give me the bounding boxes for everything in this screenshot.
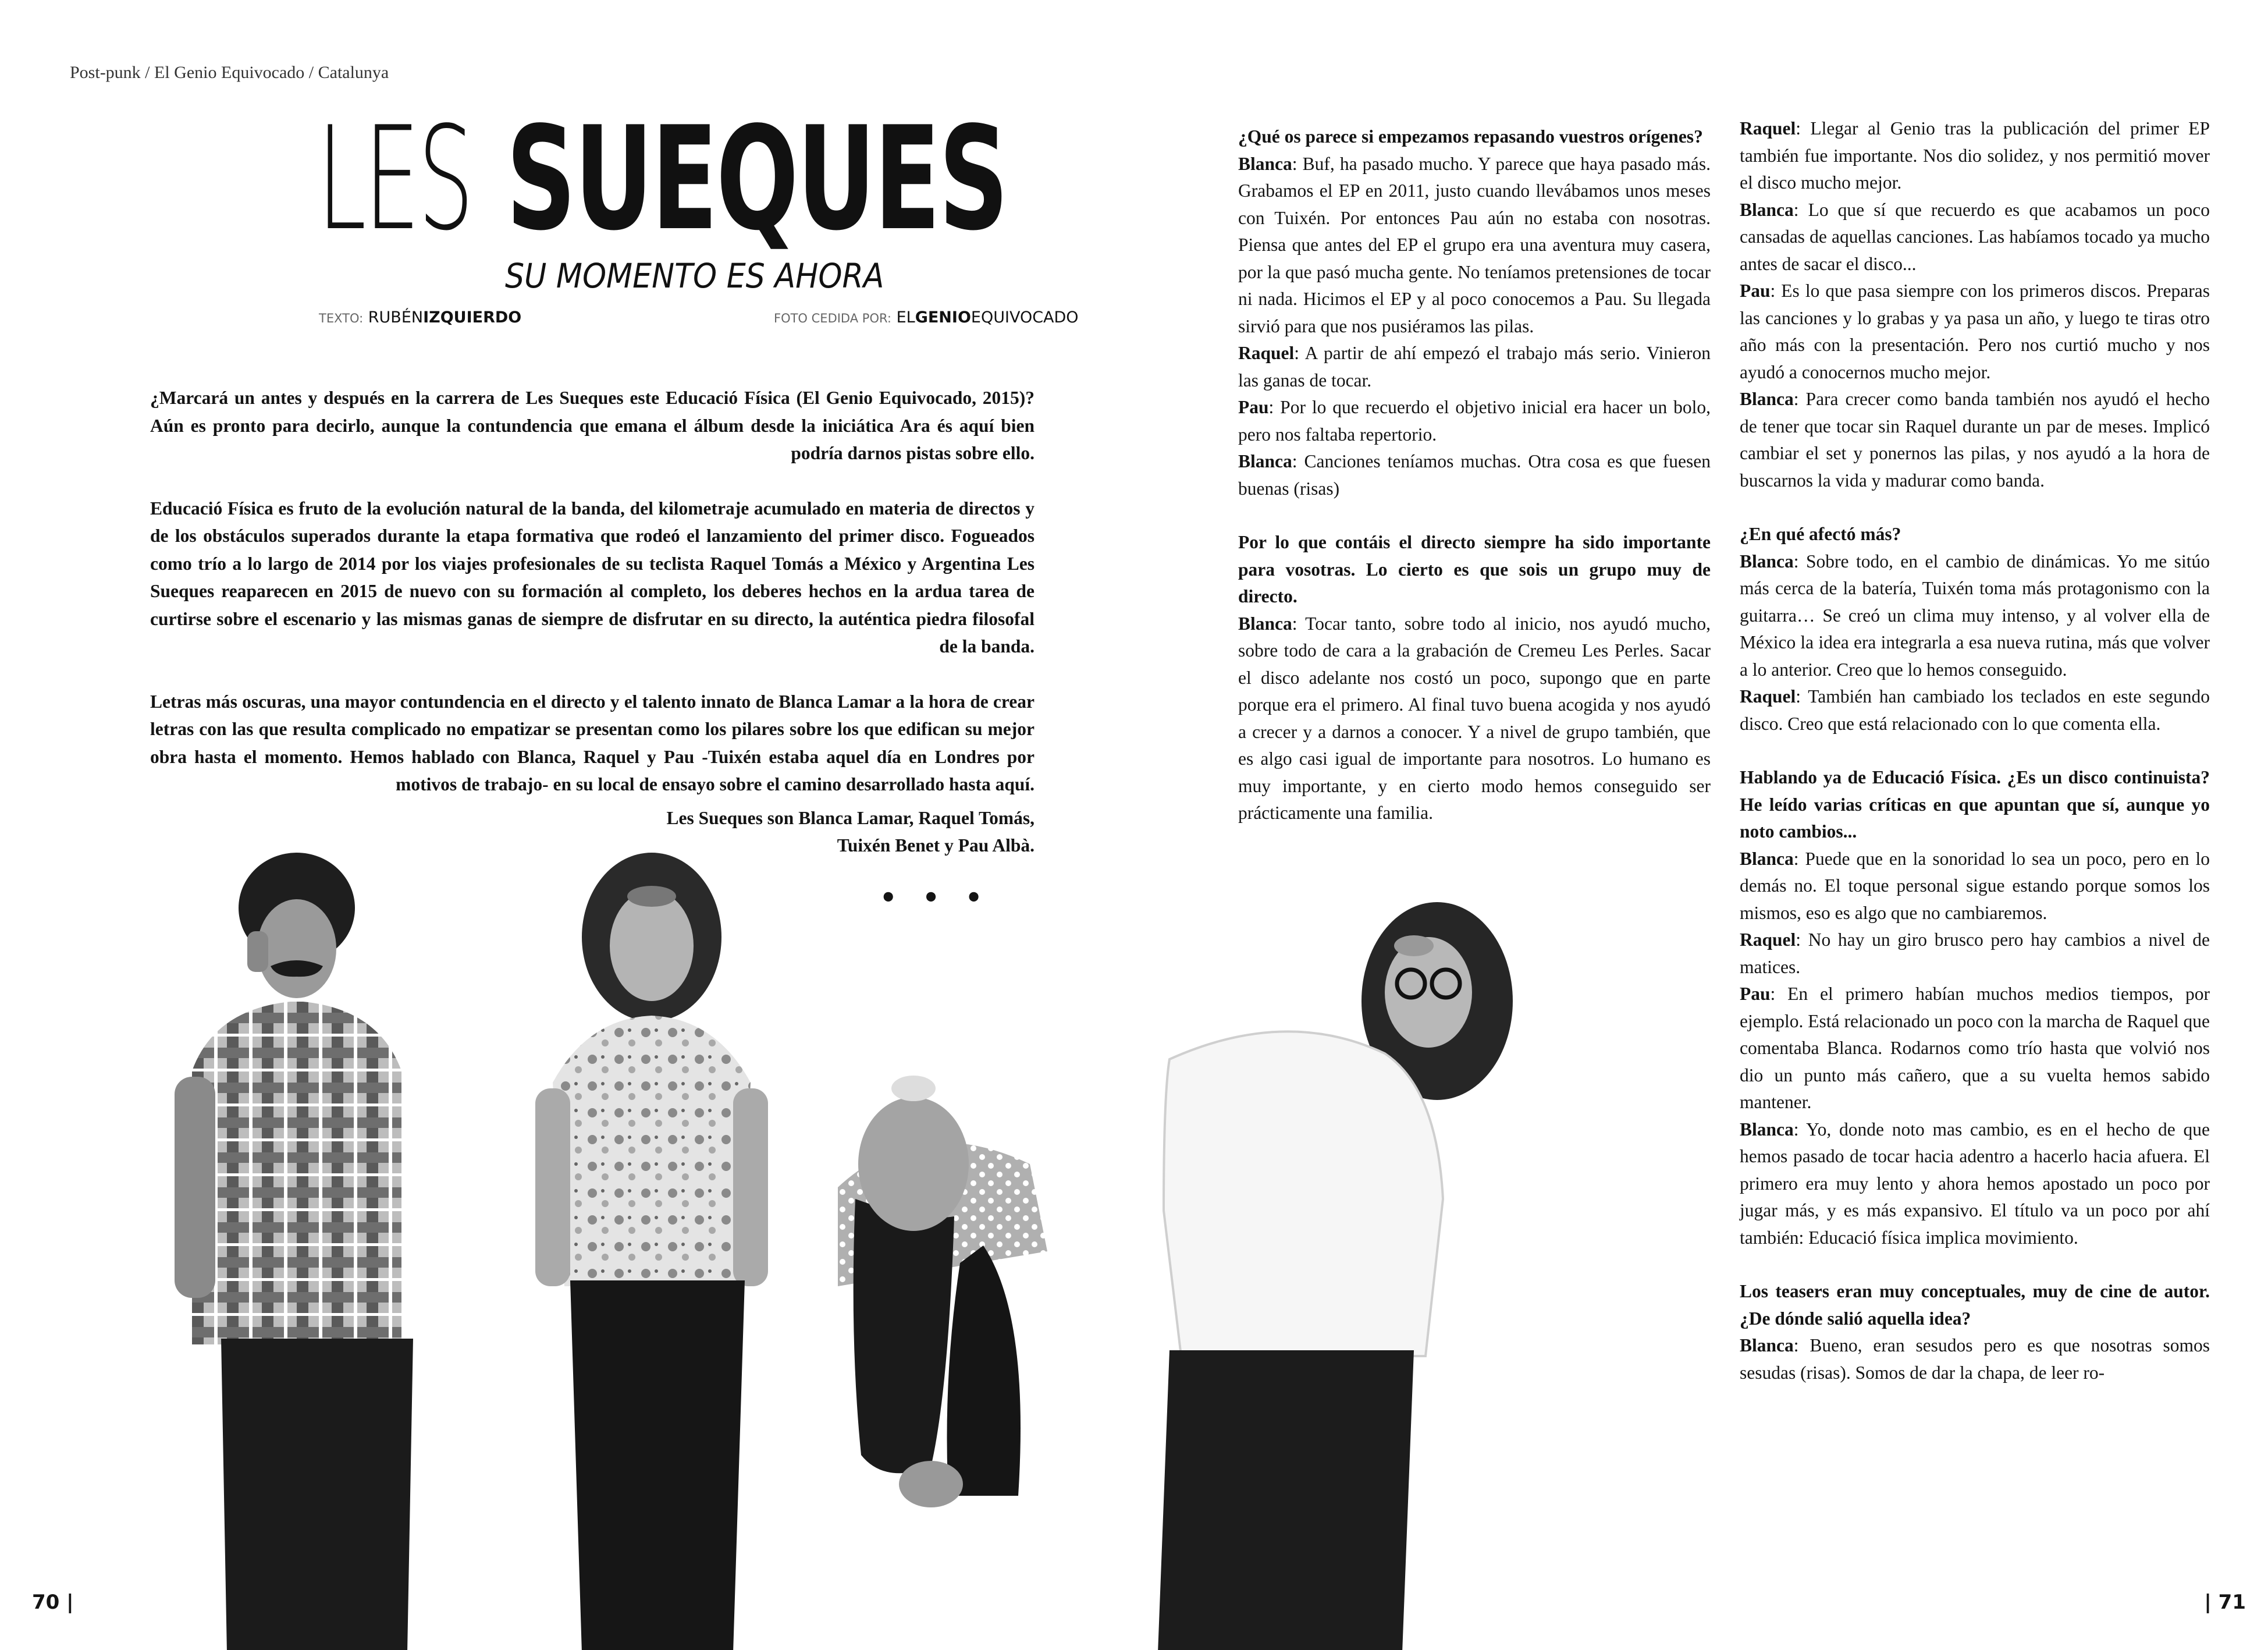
- speaker-name: Blanca: [1238, 613, 1292, 634]
- answer-text: : Buf, ha pasado mucho. Y parece que haya pasado más. Grabamos el EP en 2011, justo cuando llevábamos unos meses con Tuixén. Por entonces Pau aún no estaba con nosotras. Piensa que antes del EP el grupo era una aventura muy casera, por la que pasó mucha gente. No teníamos pretensiones de tocar ni nada. Hicimos el EP y al poco conocemos a Pau. Su llegada sirvió para que nos pusiéramos las pilas.: [1238, 153, 1711, 336]
- interview-answer: [1740, 981, 2210, 1116]
- interview-question: Los teasers eran muy conceptuales, muy de cine de autor. ¿De dónde salió aquella idea?: [1740, 1281, 2210, 1329]
- paragraph-gap: [1238, 502, 1711, 529]
- interview-answer: [1238, 340, 1711, 394]
- intro-paragraph: Letras más oscuras, una mayor contundencia en el directo y el talento innato de Blanca Lamar a la hora de crear letras con las que resulta complicado no empatizar se presentan como los pilares sobre los que edifican su mejor obra hasta el momento. Hemos hablado con Blanca, Raquel y Pau -Tuixén estaba aquel día en Londres por motivos de trabajo- en su local de ensayo sobre el camino desarrollado hasta aquí.: [150, 691, 1035, 794]
- answer-text: : Puede que en la sonoridad lo sea un poco, pero en lo demás no. El toque personal sigue estando porque somos los mismos, eso es algo que no cambiaremos.: [1740, 848, 2210, 923]
- interview-answer: [1740, 386, 2210, 494]
- interview-answer: [1740, 548, 2210, 684]
- speaker-name: Blanca: [1740, 1119, 1794, 1140]
- intro-paragraph: ¿Marcará un antes y después en la carrera de Les Sueques este Educació Física (El Genio Equivocado, 2015)? Aún es pronto para decirlo, aunque la contundencia que emana el álbum desde la iniciática Ara és aquí bien podría darnos pistas sobre ello.: [150, 388, 1035, 463]
- speaker-name: Blanca: [1238, 451, 1292, 471]
- page-number-left: 70 |: [32, 1591, 74, 1614]
- speaker-name: Raquel: [1740, 686, 1796, 707]
- speaker-name: Pau: [1740, 281, 1771, 301]
- photo-credit-3: EQUIVOCADO: [971, 308, 1079, 327]
- speaker-name: Blanca: [1740, 551, 1794, 572]
- answer-text: : En el primero habían muchos medios tiempos, por ejemplo. Está relacionado un poco con la marcha de Raquel que comentaba Blanca. Rodarnos como trío hasta que volvió nos dio un punto más cañero, que a su vuelta hemos sabido mantener.: [1740, 984, 2210, 1112]
- answer-text: : Bueno, eran sesudos pero es que nosotras somos sesudas (risas). Somos de dar la chapa, de leer ro-: [1740, 1335, 2210, 1383]
- answer-text: : Sobre todo, en el cambio de dinámicas. Yo me sitúo más cerca de la batería, Tuixén toma más protagonismo con la guitarra… Se creó un clima muy intenso, y al volver ella de México la idea era integrarla a esa nueva rutina, más que volver a lo anterior. Creo que lo hemos conseguido.: [1740, 551, 2210, 680]
- page-number-right: | 71: [2204, 1591, 2246, 1614]
- section-dots: • • •: [880, 882, 991, 913]
- subtitle: SU MOMENTO ES AHORA: [505, 256, 884, 296]
- interview-answer: [1238, 611, 1711, 827]
- person-tuixen: [1158, 902, 1513, 1650]
- interview-column-1: [1238, 123, 1711, 827]
- speaker-name: Raquel: [1740, 118, 1796, 139]
- interview-question: Por lo que contáis el directo siempre ha sido importante para vosotras. Lo cierto es que sois un grupo muy de directo.: [1238, 532, 1711, 606]
- person-raquel: [535, 853, 768, 1650]
- intro: [150, 384, 1035, 860]
- speaker-name: Blanca: [1740, 199, 1794, 220]
- interview-answer: [1238, 394, 1711, 448]
- intro-lineup: Les Sueques son Blanca Lamar, Raquel Tomás, Tuixén Benet y Pau Albà.: [666, 807, 1035, 856]
- photo-credit: [774, 308, 1079, 327]
- answer-text: : Canciones teníamos muchas. Otra cosa es que fuesen buenas (risas): [1238, 451, 1711, 499]
- answer-text: : Yo, donde noto mas cambio, es en el hecho de que hemos pasado de tocar hacia adentro a hacerlo hacia afuera. El primero era muy lento y ahora hemos apostado un poco por jugar más, y es más expansivo. El título va un poco por ahí también: Educació física implica movimiento.: [1740, 1119, 2210, 1248]
- speaker-name: Blanca: [1740, 848, 1794, 869]
- interview-answer: [1740, 1332, 2210, 1386]
- answer-text: : Es lo que pasa siempre con los primeros discos. Preparas las canciones y lo grabas y ya pasa un año, y luego te tiras otro año más con la presentación. Pero nos curtió mucho y nos ayudó a conocernos mucho mejor.: [1740, 281, 2210, 382]
- paragraph-gap: [1740, 737, 2210, 764]
- answer-text: : Lo que sí que recuerdo es que acabamos un poco cansadas de aquellas canciones. Las habíamos tocado ya mucho antes de sacar el disco...: [1740, 199, 2210, 274]
- interview-answer: [1238, 448, 1711, 502]
- paragraph-gap: [1740, 494, 2210, 521]
- speaker-name: Raquel: [1238, 343, 1295, 363]
- photo-label: FOTO CEDIDA POR:: [774, 311, 891, 325]
- interview-column-2: [1740, 115, 2210, 1386]
- text-label: TEXTO:: [319, 311, 364, 325]
- title-light: LES: [317, 96, 472, 262]
- interview-question: ¿Qué os parece si empezamos repasando vuestros orígenes?: [1238, 126, 1703, 147]
- interview-answer: [1740, 1116, 2210, 1252]
- interview-answer: [1238, 151, 1711, 340]
- author-last: IZQUIERDO: [423, 308, 522, 327]
- speaker-name: Pau: [1740, 984, 1771, 1004]
- answer-text: : Llegar al Genio tras la publicación del primer EP también fue importante. Nos dio solidez, y nos permitió mover el disco mucho mejor.: [1740, 118, 2210, 193]
- answer-text: : Para crecer como banda también nos ayudó el hecho de tener que tocar sin Raquel durante un par de meses. Implicó cambiar el set y ponernos las pilas, y nos ayudó a la hora de buscarnos la vida y madurar como banda.: [1740, 389, 2210, 491]
- interview-answer: [1740, 846, 2210, 927]
- person-pau: [175, 853, 413, 1650]
- speaker-name: Blanca: [1238, 153, 1292, 174]
- person-blanca: [838, 1076, 1047, 1507]
- interview-answer: [1740, 115, 2210, 197]
- answer-text: : También han cambiado los teclados en este segundo disco. Creo que está relacionado con lo que comenta ella.: [1740, 686, 2210, 734]
- photo-credit-2: GENIO: [915, 308, 971, 327]
- speaker-name: Pau: [1238, 397, 1269, 417]
- speaker-name: Blanca: [1740, 1335, 1794, 1356]
- photo-credit-1: EL: [896, 308, 915, 327]
- answer-text: : Por lo que recuerdo el objetivo inicial era hacer un bolo, pero nos faltaba repertorio.: [1238, 397, 1711, 445]
- speaker-name: Raquel: [1740, 929, 1796, 950]
- interview-question: ¿En qué afectó más?: [1740, 524, 1901, 544]
- band-photo: [157, 838, 1577, 1650]
- answer-text: : No hay un giro brusco pero hay cambios a nivel de matices.: [1740, 929, 2210, 977]
- breadcrumb: Post-punk / El Genio Equivocado / Catalunya: [70, 63, 389, 82]
- speaker-name: Blanca: [1740, 389, 1794, 409]
- answer-text: : A partir de ahí empezó el trabajo más serio. Vinieron las ganas de tocar.: [1238, 343, 1711, 391]
- interview-answer: [1740, 927, 2210, 981]
- answer-text: : Tocar tanto, sobre todo al inicio, nos ayudó mucho, sobre todo de cara a la grabación de Cremeu Les Perles. Sacar el disco adelante nos costó un poco, supongo que en parte porque era el primero. Al final tuvo buena acogida y nos ayudó a crecer y a darnos a conocer. Y a nivel de grupo también, que es algo casi igual de importante para nosotros. Lo humano es muy importante, y en cierto modo hemos conseguido ser prácticamente una familia.: [1238, 613, 1711, 823]
- interview-question: Hablando ya de Educació Física. ¿Es un disco continuista? He leído varias críticas en que apuntan que sí, aunque yo noto cambios...: [1740, 767, 2210, 842]
- interview-answer: [1740, 197, 2210, 278]
- interview-answer: [1740, 278, 2210, 386]
- interview-answer: [1740, 683, 2210, 737]
- intro-paragraph: Educació Física es fruto de la evolución natural de la banda, del kilometraje acumulado en materia de directos y de los obstáculos superados durante la etapa formativa que rodeó el lanzamiento del primer disco. Fogueados como trío a lo largo de 2014 por los viajes profesionales de su teclista Raquel Tomás a México y Argentina Les Sueques reaparecen en 2015 de nuevo con su formación al completo, los deberes hechos en la ardua tarea de curtirse sobre el escenario y las mismas ganas de siempre de disfrutar en su directo, la auténtica piedra filosofal de la banda.: [150, 498, 1035, 657]
- paragraph-gap: [1740, 1251, 2210, 1278]
- author-credit: [319, 308, 521, 327]
- title-bold: SUEQUES: [506, 96, 1007, 262]
- author-first: RUBÉN: [368, 308, 424, 327]
